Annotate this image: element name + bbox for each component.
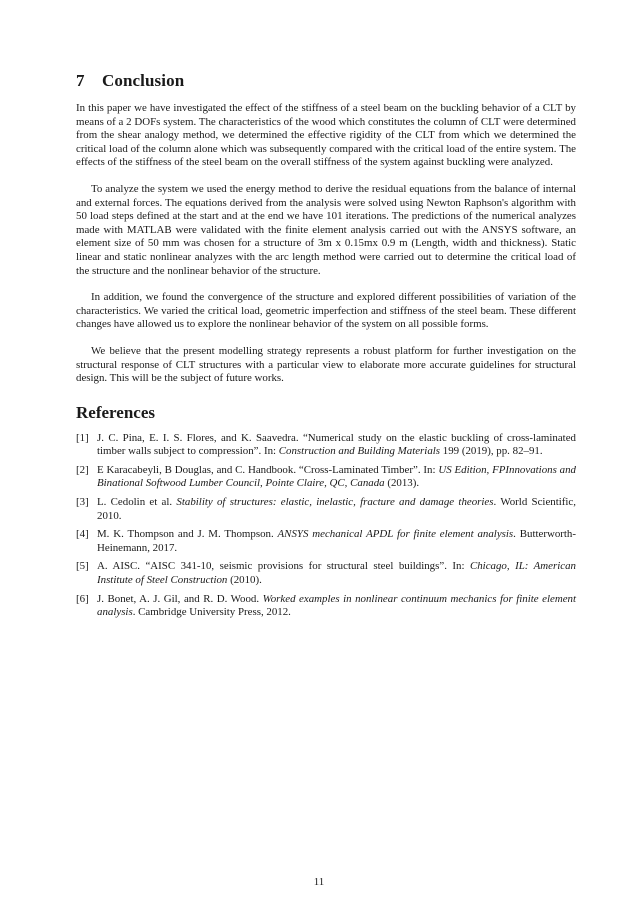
reference-item [76, 560, 576, 587]
reference-venue: Stability of structures: elastic, inelastic, fracture and damage theories [176, 496, 494, 509]
reference-item [76, 432, 576, 459]
reference-text: M. K. Thompson and J. M. Thompson. [97, 528, 278, 541]
reference-item [76, 464, 576, 491]
reference-details: (2010). [227, 574, 262, 587]
reference-label: [5] [76, 560, 89, 573]
reference-item [76, 528, 576, 555]
reference-details: 199 (2019), pp. 82–91. [440, 445, 543, 458]
reference-venue: Worked examples in nonlinear continuum mechanics for finite element analysis [97, 592, 576, 619]
paragraph-4: We believe that the present modelling strategy represents a robust platform for further investigation on the structural response of CLT structures with a particular view to elaborate more accurate guidelines for structural design. This will be the subject of future works. [76, 344, 576, 385]
section-number: 7 [76, 71, 85, 90]
reference-venue: US Edition, FPInnovations and Binational Softwood Lumber Council, Pointe Claire, QC, Canada [97, 463, 576, 490]
reference-venue: Construction and Building Materials [278, 445, 441, 458]
reference-label: [6] [76, 592, 89, 605]
page-content [76, 70, 576, 625]
reference-venue: Chicago, IL: American Institute of Steel Construction [97, 560, 576, 587]
section-title: Conclusion [102, 71, 185, 90]
reference-item [76, 496, 576, 523]
reference-text: L. Cedolin et al. [97, 496, 177, 509]
reference-details: . Cambridge University Press, 2012. [132, 606, 291, 619]
reference-details: . World Scientific, 2010. [97, 496, 576, 522]
reference-text: A. AISC. “AISC 341-10, seismic provisions for structural steel buildings”. In: [97, 560, 470, 573]
reference-label: [2] [76, 463, 89, 476]
reference-details: (2013). [384, 477, 420, 490]
paragraph-2: To analyze the system we used the energy method to derive the residual equations from the balance of internal and external forces. The equations derived from the analysis were solved using Newton Raphson's algorithm with 50 load steps defined at the start and at the end we have 101 iterations. The predictions of the numerical analyzes made with MATLAB were validated with the finite element analysis carried out with the ANSYS software, an element size of 50 mm was chosen for a structure of 3m x 0.15mx 0.9 m (Length, width and thickness). Static linear and static nonlinear analyzes with the arc length method were carried out to determine the critical load of the structure and the nonlinear behavior of the structure. [76, 182, 576, 277]
reference-text: J. C. Pina, E. I. S. Flores, and K. Saavedra. “Numerical study on the elastic buckling of cross-laminated timber walls subject to compression”. In: [97, 431, 576, 458]
reference-label: [3] [76, 496, 89, 509]
section-heading [76, 70, 576, 92]
reference-label: [1] [76, 431, 89, 444]
reference-details: . Butterworth-Heinemann, 2017. [97, 528, 576, 554]
reference-label: [4] [76, 528, 89, 541]
reference-item [76, 593, 576, 620]
reference-list [76, 432, 576, 620]
reference-text: E Karacabeyli, B Douglas, and C. Handbook. “Cross-Laminated Timber”. In: [97, 463, 439, 476]
reference-text: J. Bonet, A. J. Gil, and R. D. Wood. [97, 592, 263, 605]
paragraph-3: In addition, we found the convergence of the structure and explored different possibilities of variation of the characteristics. We varied the critical load, geometric imperfection and stiffness of the steel beam. These different changes have allowed us to explore the nonlinear behavior of the system on all possible forms. [76, 291, 576, 331]
paragraph-1: In this paper we have investigated the effect of the stiffness of a steel beam on the buckling behavior of a CLT by means of a 2 DOFs system. The characteristics of the wood which constitutes the column of CLT were determined from the shear analogy method, we determined the effective rigidity of the CLT from which we determined the critical load of the column alone which was subsequently compared with the critical load of the entire system. The effects of the stiffness of the steel beam on the overall stiffness of the system against buckling were analyzed. [76, 102, 576, 169]
page-number: 11 [313, 876, 325, 888]
reference-venue: ANSYS mechanical APDL for finite element analysis [277, 528, 514, 541]
references-heading: References [76, 402, 155, 422]
